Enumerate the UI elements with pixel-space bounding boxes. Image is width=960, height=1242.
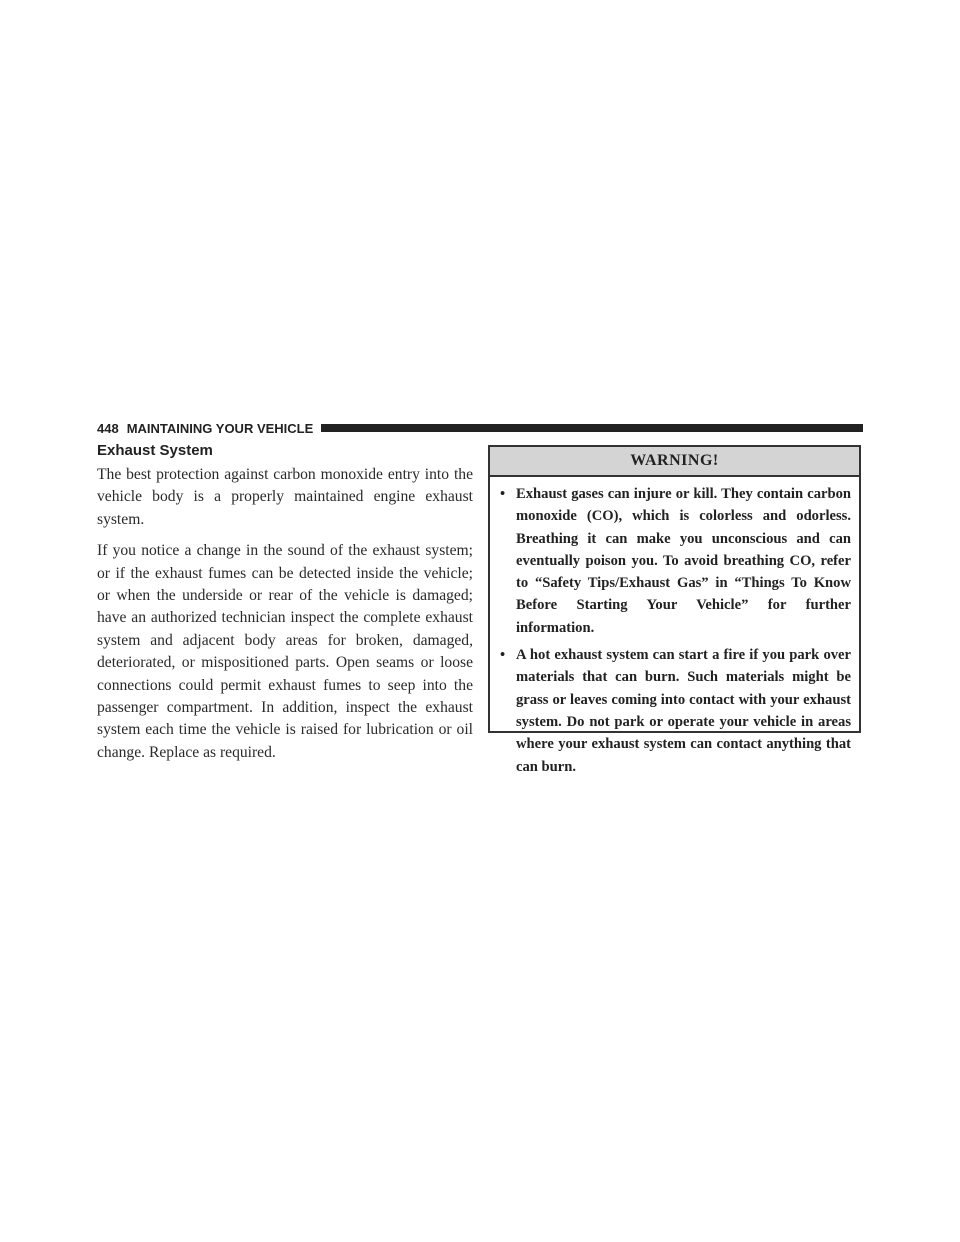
warning-title: WARNING! xyxy=(490,447,859,477)
bullet-icon: • xyxy=(500,486,506,502)
page-number: 448 xyxy=(97,420,119,436)
warning-item xyxy=(500,483,851,639)
page-header xyxy=(97,418,863,438)
warning-item-text: A hot exhaust system can start a fire if you park over materials that can burn. Such materials might be grass or leaves coming into contact with your exhaust system. Do not park or operate your vehicle in areas where your exhaust system can contact anything that can burn. xyxy=(516,647,851,775)
paragraph-inspection: If you notice a change in the sound of the exhaust system; or if the exhaust fumes can be detected inside the vehicle; or when the underside or rear of the vehicle is damaged; have an authorized technician inspect the complete exhaust system and adjacent body areas for broken, damaged, deteriorated, or mispositioned parts. Open seams or loose connections could permit exhaust fumes to seep into the passenger compartment. In addition, inspect the exhaust system each time the vehicle is raised for lubrication or oil change. Replace as required. xyxy=(97,542,473,761)
warning-item xyxy=(500,644,851,778)
bullet-icon: • xyxy=(500,647,506,664)
paragraph-intro: The best protection against carbon monoxide entry into the vehicle body is a properly maintained engine exhaust system. xyxy=(97,466,473,528)
section-title: MAINTAINING YOUR VEHICLE xyxy=(126,420,314,436)
section-heading: Exhaust System xyxy=(97,442,213,459)
exhaust-section xyxy=(97,441,473,773)
header-rule xyxy=(321,424,863,432)
warning-item-text: Exhaust gases can injure or kill. They contain carbon monoxide (CO), which is colorless and odorless. Breathing it can make you unconscious and can eventually poison you. To avoid breathing CO, refer to “Safety Tips/Exhaust Gas” in “Things To Know Before Starting Your Vehicle” for further information. xyxy=(516,486,851,636)
warning-list xyxy=(490,477,859,778)
warning-box xyxy=(488,445,861,775)
